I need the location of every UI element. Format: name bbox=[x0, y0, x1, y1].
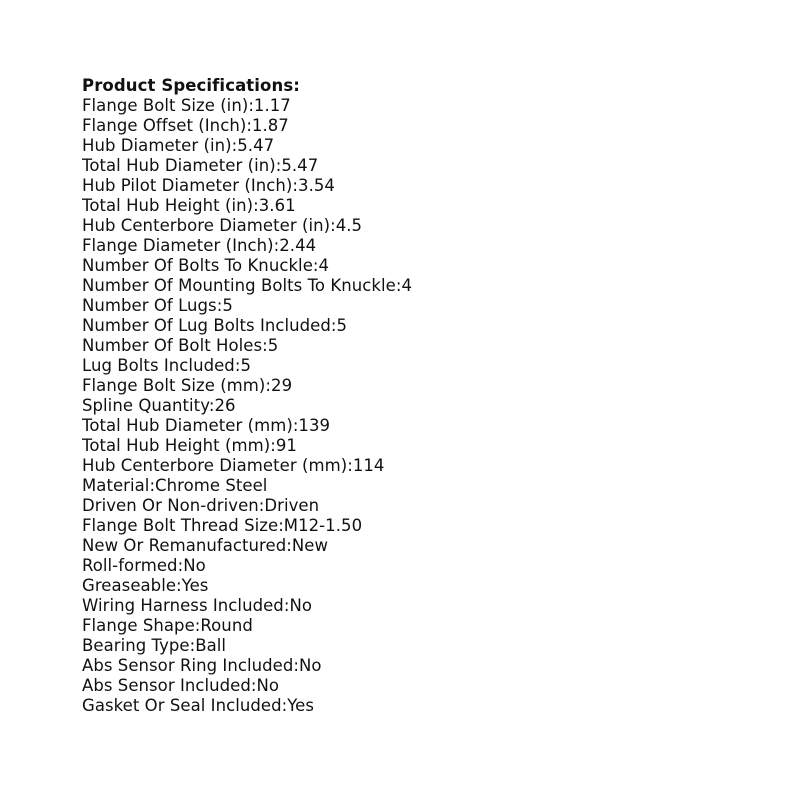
spec-separator: : bbox=[262, 336, 268, 355]
spec-separator: : bbox=[292, 176, 299, 195]
spec-label: Gasket Or Seal Included bbox=[82, 696, 282, 715]
spec-separator: : bbox=[278, 516, 284, 535]
spec-separator: : bbox=[253, 196, 259, 215]
spec-row bbox=[82, 436, 742, 456]
spec-separator: : bbox=[281, 696, 288, 715]
spec-label: New Or Remanufactured bbox=[82, 536, 287, 555]
spec-label: Number Of Bolt Holes bbox=[82, 336, 263, 355]
spec-value: 3.61 bbox=[258, 196, 296, 215]
spec-label: Flange Bolt Size (in) bbox=[82, 96, 249, 115]
spec-separator: : bbox=[248, 96, 254, 115]
spec-value: 139 bbox=[298, 416, 331, 435]
spec-row bbox=[82, 276, 742, 296]
spec-label: Number Of Mounting Bolts To Knuckle bbox=[82, 276, 396, 295]
spec-row bbox=[82, 296, 742, 316]
spec-row bbox=[82, 496, 742, 516]
spec-value: 5 bbox=[336, 316, 348, 335]
spec-row bbox=[82, 96, 742, 116]
spec-value: Chrome Steel bbox=[155, 476, 268, 495]
spec-value: No bbox=[256, 676, 280, 695]
spec-value: 5 bbox=[240, 356, 251, 375]
spec-row bbox=[82, 656, 742, 676]
spec-row bbox=[82, 196, 742, 216]
spec-separator: : bbox=[194, 616, 201, 635]
spec-row bbox=[82, 596, 742, 616]
spec-value: Yes bbox=[181, 576, 209, 595]
spec-value: Ball bbox=[195, 636, 227, 655]
spec-row bbox=[82, 696, 742, 716]
spec-value: New bbox=[291, 536, 328, 555]
spec-value: 4.5 bbox=[335, 216, 363, 235]
spec-value: 26 bbox=[214, 396, 236, 415]
spec-separator: : bbox=[286, 536, 292, 555]
spec-label: Spline Quantity bbox=[82, 396, 209, 415]
spec-value: 5 bbox=[267, 336, 279, 355]
spec-value: 4 bbox=[401, 276, 412, 295]
spec-label: Wiring Harness Included bbox=[82, 596, 284, 615]
spec-row bbox=[82, 536, 742, 556]
spec-label: Abs Sensor Included bbox=[82, 676, 251, 695]
spec-separator: : bbox=[216, 296, 223, 315]
spec-row bbox=[82, 236, 742, 256]
spec-label: Roll-formed bbox=[82, 556, 178, 575]
spec-label: Hub Centerbore Diameter (in) bbox=[82, 216, 331, 235]
spec-row bbox=[82, 136, 742, 156]
spec-separator: : bbox=[270, 436, 276, 455]
spec-value: 114 bbox=[352, 456, 385, 475]
spec-separator: : bbox=[149, 476, 156, 495]
spec-row bbox=[82, 176, 742, 196]
spec-label: Flange Offset (Inch) bbox=[82, 116, 247, 135]
spec-row bbox=[82, 476, 742, 496]
spec-value: 5.47 bbox=[281, 156, 319, 175]
spec-label: Number Of Lugs bbox=[82, 296, 217, 315]
spec-row bbox=[82, 116, 742, 136]
spec-row bbox=[82, 616, 742, 636]
spec-separator: : bbox=[265, 376, 272, 395]
spec-row bbox=[82, 676, 742, 696]
spec-label: Hub Diameter (in) bbox=[82, 136, 232, 155]
spec-separator: : bbox=[208, 396, 215, 415]
spec-row bbox=[82, 356, 742, 376]
spec-label: Flange Diameter (Inch) bbox=[82, 236, 274, 255]
spec-separator: : bbox=[273, 236, 280, 255]
spec-label: Abs Sensor Ring Included bbox=[82, 656, 294, 675]
spec-label: Number Of Bolts To Knuckle bbox=[82, 256, 313, 275]
spec-row bbox=[82, 516, 742, 536]
spec-separator: : bbox=[177, 556, 184, 575]
spec-row bbox=[82, 256, 742, 276]
spec-value: No bbox=[298, 656, 322, 675]
spec-label: Total Hub Diameter (mm) bbox=[82, 416, 293, 435]
spec-separator: : bbox=[275, 156, 282, 175]
spec-value: Round bbox=[200, 616, 253, 635]
spec-row bbox=[82, 576, 742, 596]
spec-label: Driven Or Non-driven bbox=[82, 496, 259, 515]
product-specifications-block bbox=[82, 76, 742, 716]
spec-separator: : bbox=[330, 316, 337, 335]
spec-label: Flange Bolt Size (mm) bbox=[82, 376, 266, 395]
spec-row bbox=[82, 316, 742, 336]
spec-label: Hub Centerbore Diameter (mm) bbox=[82, 456, 348, 475]
spec-row bbox=[82, 556, 742, 576]
spec-label: Total Hub Diameter (in) bbox=[82, 156, 276, 175]
spec-separator: : bbox=[293, 656, 299, 675]
spec-separator: : bbox=[395, 276, 402, 295]
spec-row bbox=[82, 376, 742, 396]
page-title: Product Specifications: bbox=[82, 76, 300, 95]
spec-separator: : bbox=[189, 636, 196, 655]
spec-value: 2.44 bbox=[279, 236, 317, 255]
specifications-list bbox=[82, 96, 742, 716]
spec-separator: : bbox=[234, 356, 241, 375]
spec-value: 1.87 bbox=[251, 116, 289, 135]
spec-row bbox=[82, 636, 742, 656]
spec-row bbox=[82, 216, 742, 236]
spec-label: Greaseable bbox=[82, 576, 177, 595]
spec-separator: : bbox=[258, 496, 265, 515]
spec-row bbox=[82, 336, 742, 356]
spec-separator: : bbox=[231, 136, 238, 155]
spec-value: M12-1.50 bbox=[283, 516, 363, 535]
spec-value: 29 bbox=[271, 376, 293, 395]
spec-value: No bbox=[289, 596, 312, 615]
spec-value: 91 bbox=[275, 436, 297, 455]
spec-label: Hub Pilot Diameter (Inch) bbox=[82, 176, 293, 195]
spec-separator: : bbox=[246, 116, 252, 135]
spec-value: 4 bbox=[318, 256, 330, 275]
spec-value: Yes bbox=[287, 696, 314, 715]
spec-label: Total Hub Height (mm) bbox=[82, 436, 271, 455]
spec-label: Flange Shape bbox=[82, 616, 195, 635]
spec-label: Material bbox=[82, 476, 150, 495]
spec-label: Flange Bolt Thread Size bbox=[82, 516, 279, 535]
spec-separator: : bbox=[283, 596, 290, 615]
spec-separator: : bbox=[312, 256, 319, 275]
spec-row bbox=[82, 156, 742, 176]
spec-label: Lug Bolts Included bbox=[82, 356, 235, 375]
spec-value: 5.47 bbox=[237, 136, 275, 155]
spec-value: No bbox=[183, 556, 206, 575]
spec-separator: : bbox=[330, 216, 336, 235]
spec-value: Driven bbox=[264, 496, 320, 515]
spec-value: 3.54 bbox=[298, 176, 335, 195]
spec-label: Total Hub Height (in) bbox=[82, 196, 254, 215]
spec-label: Number Of Lug Bolts Included bbox=[82, 316, 331, 335]
spec-value: 1.17 bbox=[253, 96, 291, 115]
spec-separator: : bbox=[176, 576, 182, 595]
spec-value: 5 bbox=[222, 296, 233, 315]
spec-separator: : bbox=[250, 676, 257, 695]
spec-separator: : bbox=[292, 416, 299, 435]
spec-separator: : bbox=[347, 456, 353, 475]
spec-label: Bearing Type bbox=[82, 636, 190, 655]
spec-row bbox=[82, 456, 742, 476]
spec-row bbox=[82, 396, 742, 416]
spec-row bbox=[82, 416, 742, 436]
